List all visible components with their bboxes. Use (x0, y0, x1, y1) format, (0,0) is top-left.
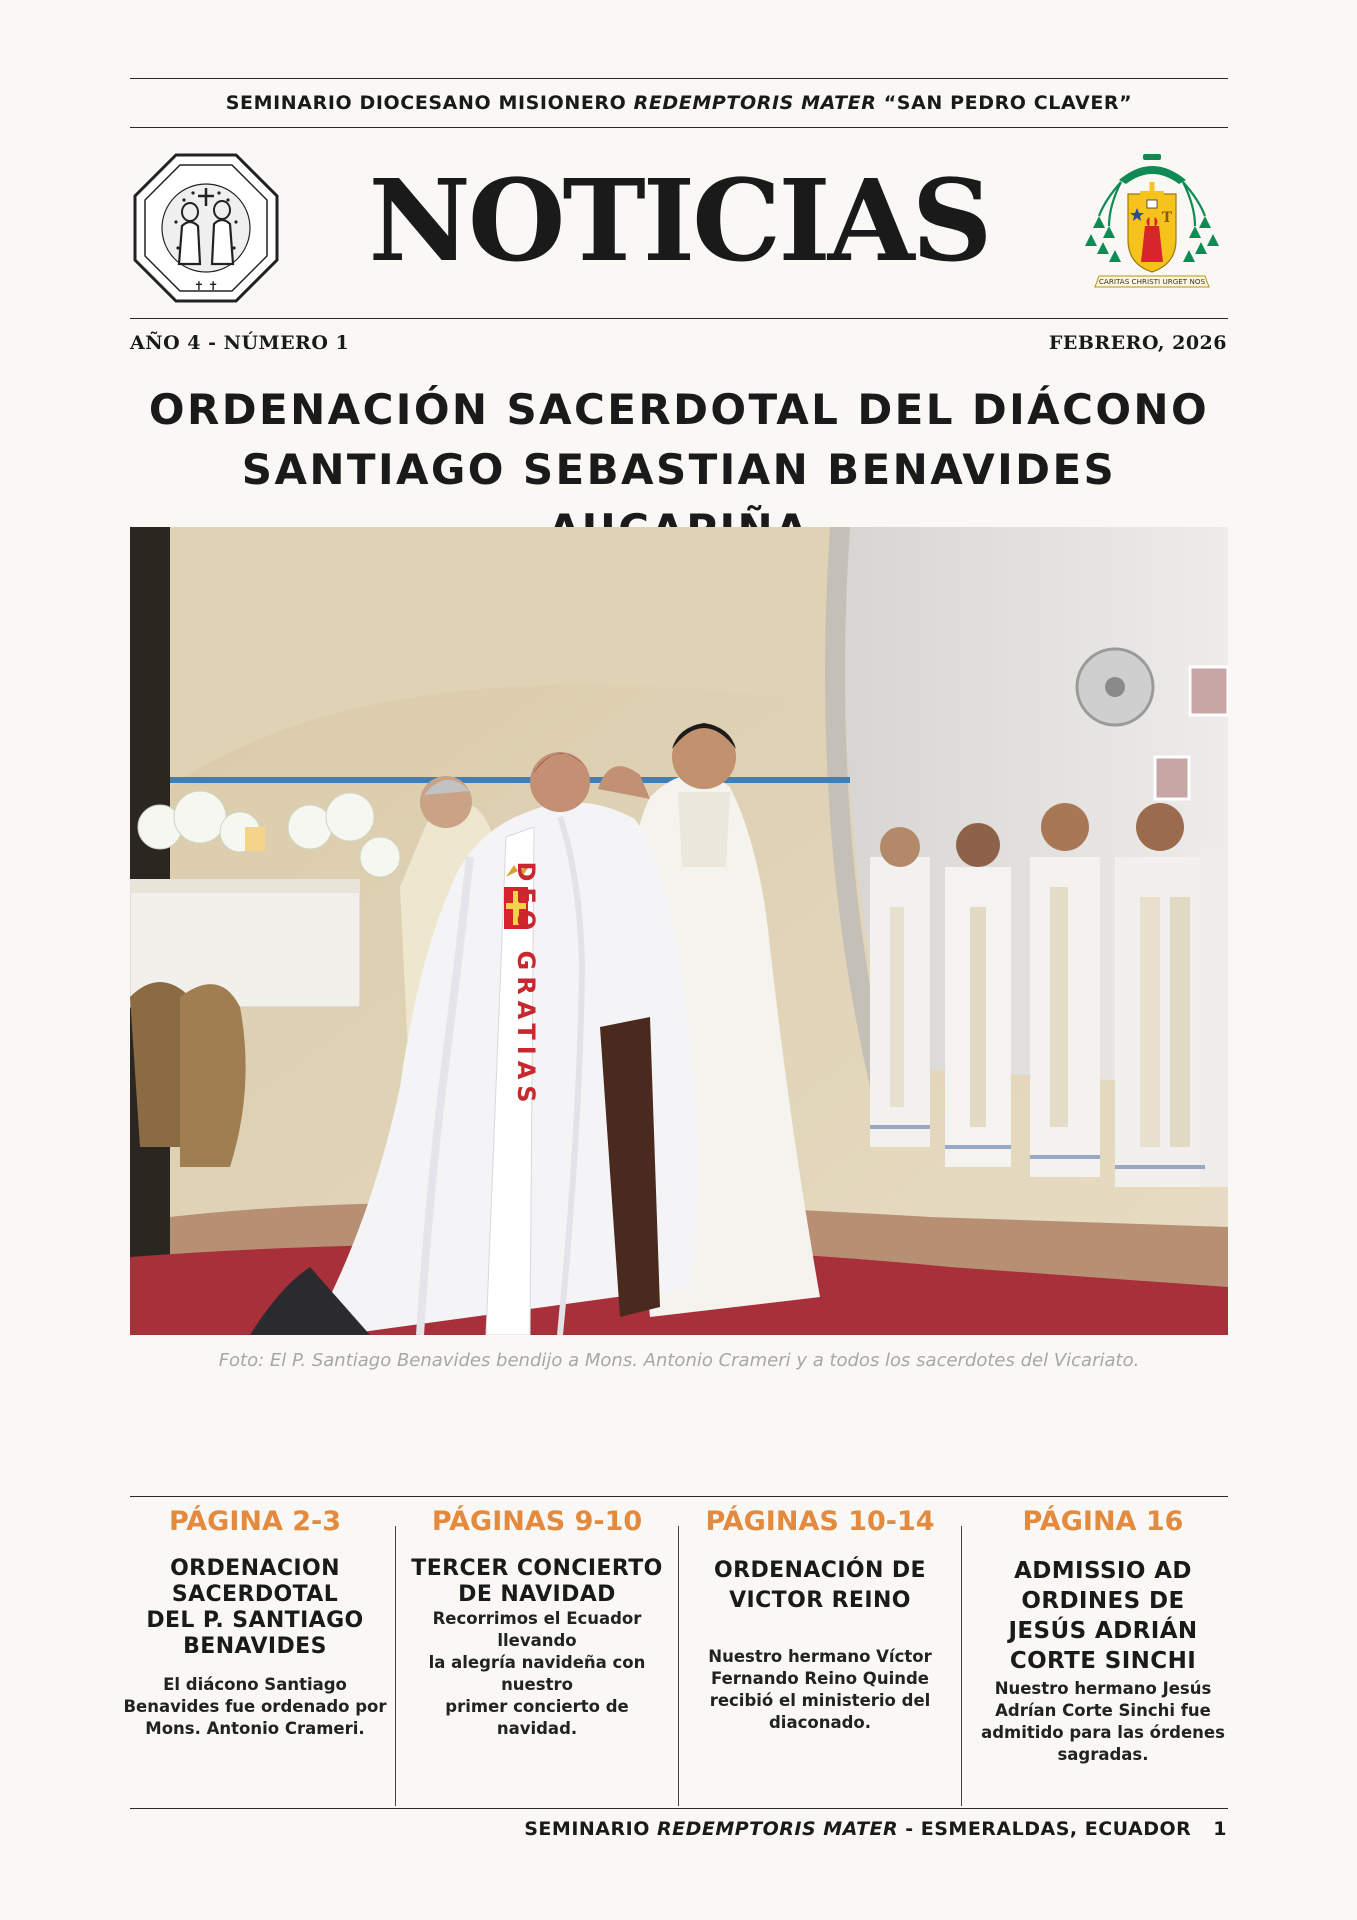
index-item-1[interactable] (119, 1500, 391, 1740)
index-page-ref: PÁGINA 2-3 (168, 1506, 342, 1537)
column-divider (961, 1526, 962, 1806)
headline-line-2: SANTIAGO SEBASTIAN BENAVIDES (241, 445, 1117, 494)
index-page-ref: PÁGINAS 10-14 (705, 1506, 935, 1537)
footer-text: SEMINARIO (524, 1818, 657, 1840)
index-title (967, 1556, 1239, 1676)
index-item-2[interactable] (401, 1500, 673, 1740)
index-summary (967, 1678, 1239, 1766)
index-summary-line: Adrían Corte Sinchi fue (995, 1701, 1211, 1720)
index-title-line: ORDENACIÓN DE (714, 1558, 926, 1583)
masthead-rule (130, 318, 1228, 319)
index-title-line: ORDENACION (170, 1556, 340, 1581)
issue-date: FEBRERO, 2026 (1048, 332, 1227, 354)
index-summary-line: Fernando Reino Quinde (710, 1669, 929, 1688)
index-summary (401, 1608, 673, 1740)
index-title-line: BENAVIDES (183, 1634, 327, 1659)
index-title-line: DE NAVIDAD (458, 1582, 616, 1607)
page-number: 1 (1213, 1818, 1227, 1840)
index-summary-line: primer concierto de (445, 1697, 629, 1716)
index-title-line: VICTOR REINO (729, 1588, 911, 1613)
footer-text-end: - ESMERALDAS, ECUADOR (898, 1818, 1192, 1840)
index-title (684, 1556, 956, 1616)
index-top-rule (130, 1496, 1228, 1497)
index-title-line: JESÚS ADRIÁN (1008, 1618, 1198, 1644)
index-title-line: TERCER CONCIERTO (411, 1556, 663, 1581)
index-item-3[interactable] (684, 1500, 956, 1734)
seminary-italic-text: REDEMPTORIS MATER (633, 92, 877, 114)
cover-photo (130, 527, 1228, 1335)
column-divider (678, 1526, 679, 1806)
index-summary-line: El diácono Santiago (163, 1675, 347, 1694)
ordination-scene-illustration (130, 527, 1228, 1335)
index-title-line: ORDINES DE (1021, 1588, 1185, 1614)
header-rule (130, 127, 1228, 128)
index-summary-line: llevando (497, 1631, 577, 1650)
footer-rule (130, 1808, 1228, 1809)
index-title (401, 1556, 673, 1608)
index-summary-line: navidad. (496, 1719, 578, 1738)
index-summary-line: nuestro (501, 1675, 573, 1694)
index-summary-line: Mons. Antonio Crameri. (145, 1719, 365, 1738)
seminary-text: SEMINARIO DIOCESANO MISIONERO (225, 92, 634, 114)
issue-number: AÑO 4 - NÚMERO 1 (130, 332, 350, 354)
index-summary-line: Nuestro hermano Jesús (994, 1679, 1212, 1698)
column-divider (395, 1526, 396, 1806)
index-summary-line: recibió el ministerio del (709, 1691, 931, 1710)
index-summary-line: Recorrimos el Ecuador (432, 1609, 642, 1628)
seminary-line (130, 92, 1228, 114)
index-item-4[interactable] (967, 1500, 1239, 1766)
index-title (119, 1556, 391, 1660)
headline-line-1: ORDENACIÓN SACERDOTAL DEL DIÁCONO (148, 385, 1210, 434)
masthead-title: NOTICIAS (368, 156, 990, 287)
page-footer (524, 1818, 1227, 1840)
index-summary-line: la alegría navideña con (428, 1653, 646, 1672)
footer-italic-text: REDEMPTORIS MATER (656, 1818, 899, 1840)
index-summary (684, 1646, 956, 1734)
index-page-ref: PÁGINAS 9-10 (431, 1506, 643, 1537)
index-title-line: SACERDOTAL (171, 1582, 339, 1607)
index-title-line: CORTE SINCHI (1009, 1648, 1197, 1674)
seminary-text-end: “SAN PEDRO CLAVER” (876, 92, 1133, 114)
coat-motto: CARITAS CHRISTI URGET NOS (1098, 277, 1206, 286)
index-page-ref: PÁGINA 16 (1022, 1506, 1184, 1537)
index-title-line: ADMISSIO AD (1014, 1558, 1192, 1584)
index-summary-line: sagradas. (1057, 1745, 1149, 1764)
photo-caption: Foto: El P. Santiago Benavides bendijo a Mons. Antonio Crameri y a todos los sacerdotes del Vicariato. (218, 1350, 1140, 1371)
svg-text:✝ ✝: ✝ ✝ (193, 279, 219, 293)
index-summary-line: Benavides fue ordenado por (123, 1697, 387, 1716)
svg-text:T: T (1161, 210, 1173, 226)
index-summary-line: Nuestro hermano Víctor (708, 1647, 932, 1666)
index-title-line: DEL P. SANTIAGO (146, 1608, 364, 1633)
index-summary (119, 1674, 391, 1740)
stole-text: DEO GRATIAS (512, 861, 540, 1109)
coat-of-arms-icon (1075, 150, 1230, 295)
index-summary-line: admitido para las órdenes (981, 1723, 1225, 1742)
top-rule (130, 78, 1228, 79)
index-summary-line: diaconado. (768, 1713, 871, 1732)
